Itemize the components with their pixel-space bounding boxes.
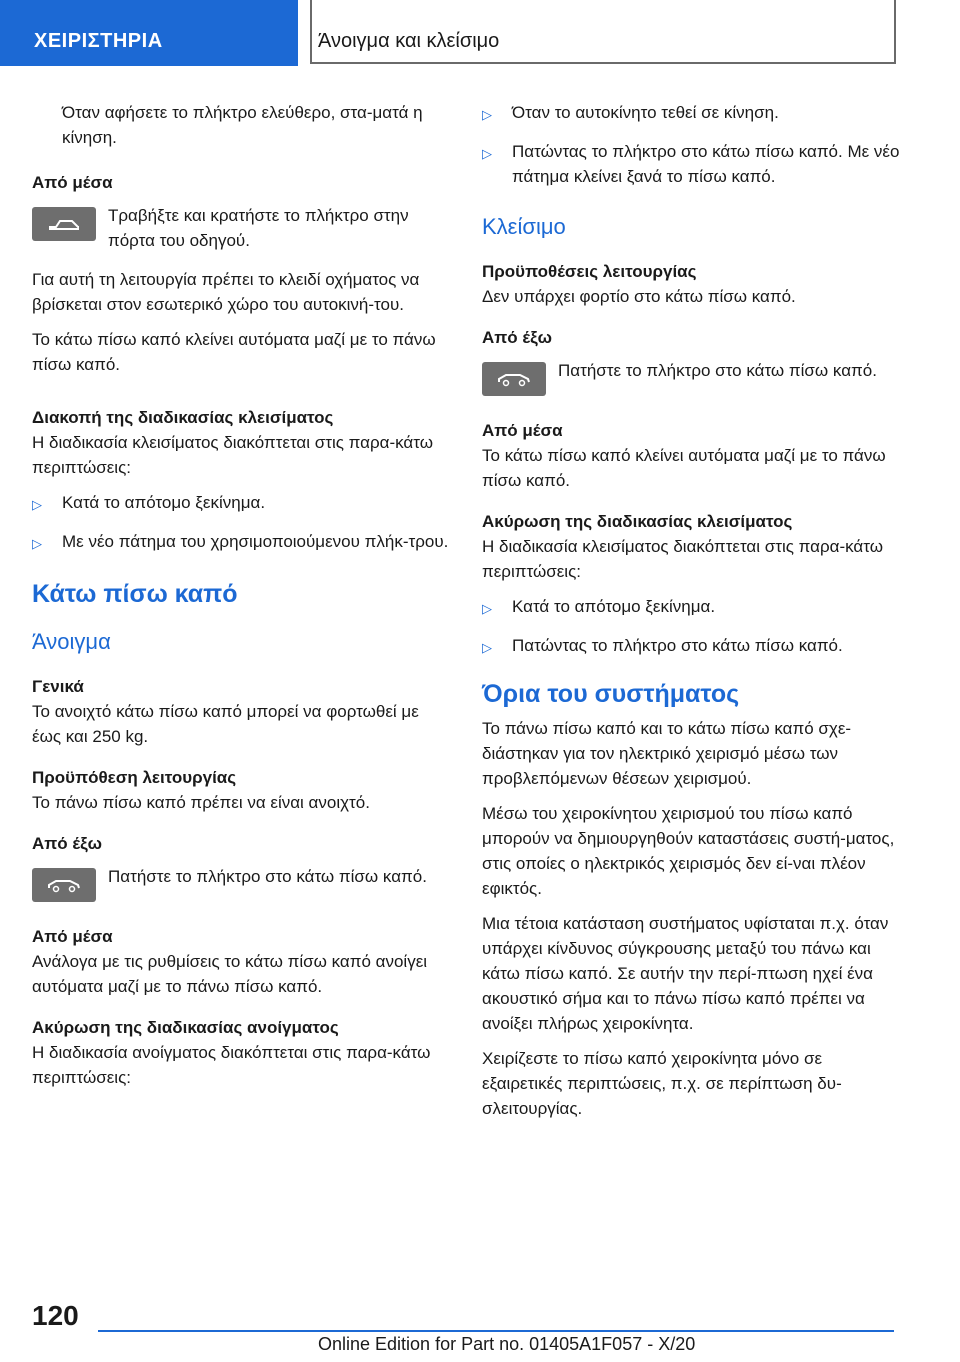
paragraph: Για αυτή τη λειτουργία πρέπει το κλειδί οχήματος να βρίσκεται στον εσωτερικό χώρο του αυτοκινή-του. [32, 270, 420, 314]
right-column [482, 100, 902, 1131]
list-item: ▷ Κατά το απότομο ξεκίνημα. [32, 490, 452, 517]
left-column [32, 100, 452, 1100]
list-item: ▷ Πατώντας το πλήκτρο στο κάτω πίσω καπό. [482, 633, 902, 660]
triangle-right-icon: ▷ [482, 146, 492, 161]
subsection-title: Άνοιγμα [32, 629, 111, 654]
outside-heading: Από έξω [32, 834, 103, 853]
subsection-title: Κλείσιμο [482, 214, 566, 239]
section-title: Κάτω πίσω καπό [32, 580, 238, 608]
inside-heading: Από μέσα [32, 173, 113, 192]
triangle-right-icon: ▷ [482, 107, 492, 122]
paragraph: Ανάλογα με τις ρυθμίσεις το κάτω πίσω καπό ανοίγει αυτόματα μαζί με το πάνω πίσω καπό. [32, 952, 428, 996]
paragraph: Η διαδικασία κλεισίματος διακόπτεται στις παρα-κάτω περιπτώσεις: [482, 537, 883, 581]
button-instruction-text: Πατήστε το πλήκτρο στο κάτω πίσω καπό. [108, 867, 427, 886]
paragraph: Το ανοιχτό κάτω πίσω καπό μπορεί να φορτωθεί με έως και 250 kg. [32, 702, 419, 746]
list-item: ▷ Κατά το απότομο ξεκίνημα. [482, 594, 902, 621]
section-title: Όρια του συστήματος [482, 680, 740, 708]
paragraph: Το κάτω πίσω καπό κλείνει αυτόματα μαζί με το πάνω πίσω καπό. [482, 446, 886, 490]
prereq-heading: Προϋπόθεση λειτουργίας [32, 768, 237, 787]
paragraph: Μέσω του χειροκίνητου χειρισμού του πίσω καπό μπορούν να δημιουργηθούν καταστάσεις συστή-ματος, στις οποίες ο ηλεκτρικός χειρισμός δεν εί-ναι πλέον εφικτός. [482, 804, 895, 898]
button-instruction-text: Τραβήξτε και κρατήστε το πλήκτρο στην πόρτα του οδηγού. [108, 206, 409, 250]
section-tab: ΧΕΙΡΙΣΤΗΡΙΑ [0, 0, 298, 66]
button-instruction [482, 358, 902, 396]
car-tailgate-button-icon [32, 868, 96, 902]
list-item: ▷ Με νέο πάτημα του χρησιμοποιούμενου πλήκ-τρου. [32, 529, 452, 556]
car-door-button-icon [32, 207, 96, 241]
triangle-right-icon: ▷ [482, 601, 492, 616]
intro-paragraph: Όταν αφήσετε το πλήκτρο ελεύθερο, στα-ματά η κίνηση. [62, 103, 423, 147]
inside-heading: Από μέσα [32, 927, 113, 946]
triangle-right-icon: ▷ [482, 640, 492, 655]
paragraph: Η διαδικασία κλεισίματος διακόπτεται στις παρα-κάτω περιπτώσεις: [32, 433, 433, 477]
car-tailgate-button-icon [482, 362, 546, 396]
edition-text: Online Edition for Part no. 01405A1F057 - X/20 [318, 1334, 696, 1354]
footer-divider [98, 1330, 894, 1332]
general-heading: Γενικά [32, 677, 84, 696]
interrupt-heading: Διακοπή της διαδικασίας κλεισίματος [32, 408, 334, 427]
inside-heading: Από μέσα [482, 421, 563, 440]
paragraph: Μια τέτοια κατάσταση συστήματος υφίσταται π.χ. όταν υπάρχει κίνδυνος σύγκρουσης μεταξύ του πάνω και κάτω πίσω καπό. Σε αυτήν την περί-πτωση ηχεί ένα ακουστικό σήμα και το πάνω πίσω καπό πρέπει να ανοίξει πλήρως χειροκίνητα. [482, 914, 889, 1033]
button-instruction [32, 203, 452, 253]
button-instruction-text: Πατήστε το πλήκτρο στο κάτω πίσω καπό. [558, 361, 877, 380]
paragraph: Το κάτω πίσω καπό κλείνει αυτόματα μαζί με το πάνω πίσω καπό. [32, 330, 436, 374]
page-number: 120 [32, 1300, 79, 1331]
button-instruction [32, 864, 452, 902]
outside-heading: Από έξω [482, 328, 553, 347]
list-item: ▷ Όταν το αυτοκίνητο τεθεί σε κίνηση. [482, 100, 902, 127]
list-item: ▷ Πατώντας το πλήκτρο στο κάτω πίσω καπό. Με νέο πάτημα κλείνει ξανά το πίσω καπό. [482, 139, 902, 189]
paragraph: Χειρίζεστε το πίσω καπό χειροκίνητα μόνο σε εξαιρετικές περιπτώσεις, π.χ. σε περίπτωση δυ-σλειτουργίας. [482, 1049, 842, 1118]
triangle-right-icon: ▷ [32, 497, 42, 512]
paragraph: Το πάνω πίσω καπό και το κάτω πίσω καπό σχε-διάστηκαν για τον ηλεκτρικό χειρισμό μέσω των προβλεπόμενων θέσεων χειρισμού. [482, 719, 852, 788]
paragraph: Δεν υπάρχει φορτίο στο κάτω πίσω καπό. [482, 287, 796, 306]
chapter-title: Άνοιγμα και κλείσιμο [318, 30, 500, 52]
paragraph: Το πάνω πίσω καπό πρέπει να είναι ανοιχτό. [32, 793, 370, 812]
cancel-heading: Ακύρωση της διαδικασίας κλεισίματος [482, 512, 793, 531]
prereq-heading: Προϋποθέσεις λειτουργίας [482, 262, 697, 281]
triangle-right-icon: ▷ [32, 536, 42, 551]
paragraph: Η διαδικασία ανοίγματος διακόπτεται στις παρα-κάτω περιπτώσεις: [32, 1043, 431, 1087]
page-header [0, 0, 960, 66]
cancel-heading: Ακύρωση της διαδικασίας ανοίγματος [32, 1018, 339, 1037]
